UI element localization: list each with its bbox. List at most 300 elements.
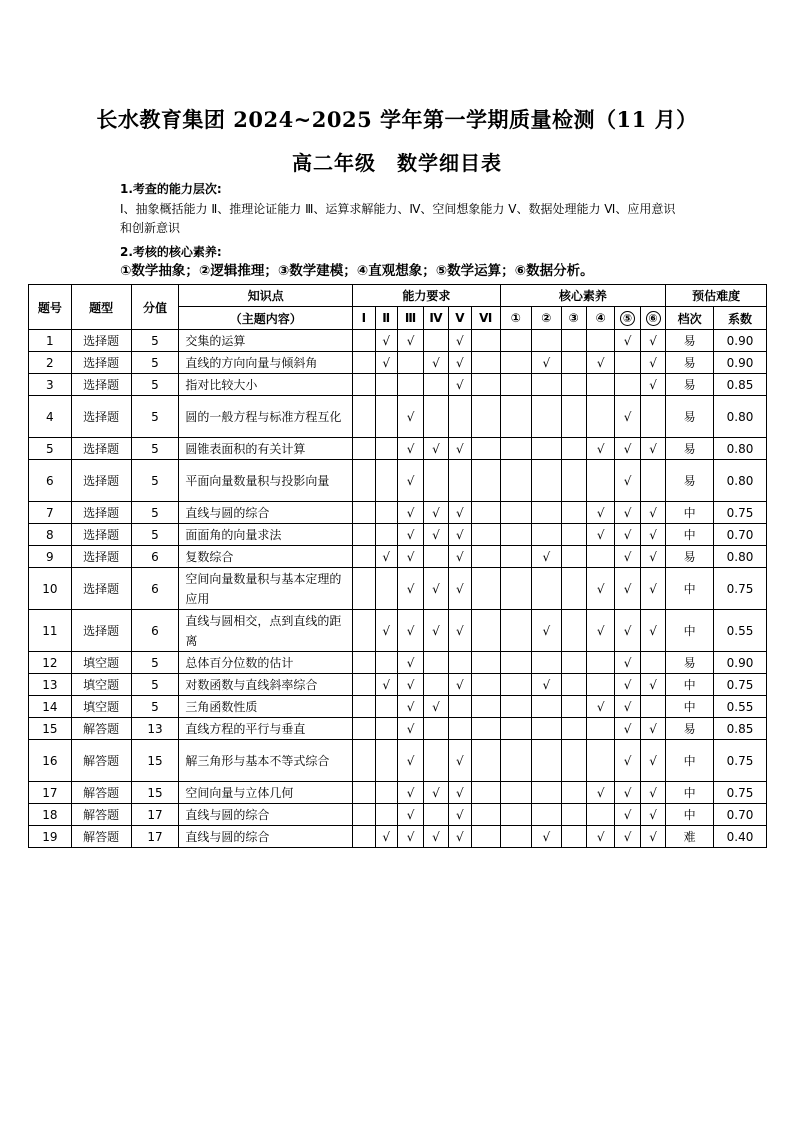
- cell-core: [500, 674, 532, 696]
- cell-level: 中: [666, 568, 714, 610]
- cell-ability: [375, 502, 397, 524]
- cell-core: √: [615, 438, 640, 460]
- cell-ability: [424, 804, 448, 826]
- cell-core: [532, 330, 561, 352]
- cell-ability: √: [397, 826, 423, 848]
- cell-type: 选择题: [71, 610, 131, 652]
- core-col-label: ②: [541, 311, 552, 325]
- cell-ability: [448, 652, 471, 674]
- cell-core: √: [640, 804, 665, 826]
- cell-topic: 指对比较大小: [179, 374, 353, 396]
- cell-ability: [472, 718, 501, 740]
- cell-core: [561, 568, 586, 610]
- cell-coef: 0.90: [714, 330, 767, 352]
- cell-core: √: [615, 674, 640, 696]
- header-coef: 系数: [714, 307, 767, 330]
- cell-ability: [353, 438, 375, 460]
- cell-type: 选择题: [71, 438, 131, 460]
- table-row: [29, 524, 767, 546]
- cell-ability: [472, 546, 501, 568]
- cell-score: 17: [131, 804, 179, 826]
- cell-core: √: [640, 330, 665, 352]
- cell-core: [500, 740, 532, 782]
- cell-ability: [353, 696, 375, 718]
- cell-topic: 圆锥表面积的有关计算: [179, 438, 353, 460]
- cell-ability: [375, 568, 397, 610]
- cell-ability: √: [448, 610, 471, 652]
- cell-core: [561, 740, 586, 782]
- cell-topic: 面面角的向量求法: [179, 524, 353, 546]
- cell-level: 中: [666, 674, 714, 696]
- cell-ability: √: [448, 568, 471, 610]
- cell-ability: [424, 396, 448, 438]
- cell-ability: [472, 502, 501, 524]
- cell-ability: [424, 718, 448, 740]
- cell-score: 5: [131, 652, 179, 674]
- cell-ability: [472, 524, 501, 546]
- cell-score: 15: [131, 740, 179, 782]
- cell-core: [561, 782, 586, 804]
- header-difficulty: 预估难度: [666, 285, 767, 307]
- cell-ability: [353, 374, 375, 396]
- cell-ability: [424, 674, 448, 696]
- cell-core: [586, 652, 614, 674]
- cell-ability: [448, 396, 471, 438]
- cell-core: √: [640, 782, 665, 804]
- cell-ability: √: [424, 696, 448, 718]
- cell-type: 解答题: [71, 804, 131, 826]
- table-row: [29, 826, 767, 848]
- cell-score: 5: [131, 524, 179, 546]
- cell-ability: [353, 826, 375, 848]
- cell-core: [500, 826, 532, 848]
- cell-core: [532, 652, 561, 674]
- cell-level: 易: [666, 652, 714, 674]
- cell-core: √: [640, 352, 665, 374]
- header-num: 题号: [29, 285, 72, 330]
- cell-score: 5: [131, 352, 179, 374]
- cell-core: [532, 374, 561, 396]
- cell-coef: 0.85: [714, 374, 767, 396]
- cell-ability: [353, 460, 375, 502]
- cell-ability: √: [397, 568, 423, 610]
- cell-ability: √: [448, 374, 471, 396]
- cell-level: 中: [666, 524, 714, 546]
- cell-ability: [353, 546, 375, 568]
- cell-core: [586, 718, 614, 740]
- cell-ability: [353, 718, 375, 740]
- header-ability: 能力要求: [353, 285, 500, 307]
- cell-type: 选择题: [71, 502, 131, 524]
- cell-type: 选择题: [71, 524, 131, 546]
- cell-num: 6: [29, 460, 72, 502]
- cell-ability: √: [375, 352, 397, 374]
- cell-core: [532, 804, 561, 826]
- cell-coef: 0.55: [714, 696, 767, 718]
- cell-type: 选择题: [71, 352, 131, 374]
- cell-ability: [424, 374, 448, 396]
- cell-core: [532, 740, 561, 782]
- cell-level: 易: [666, 718, 714, 740]
- cell-core: [500, 374, 532, 396]
- core-col-label: ①: [510, 311, 521, 325]
- table-row: [29, 804, 767, 826]
- cell-ability: [472, 696, 501, 718]
- cell-score: 15: [131, 782, 179, 804]
- cell-coef: 0.40: [714, 826, 767, 848]
- detail-table: [28, 284, 767, 848]
- cell-ability: √: [448, 546, 471, 568]
- cell-core: [561, 396, 586, 438]
- table-body: [29, 330, 767, 848]
- cell-ability: [472, 782, 501, 804]
- cell-core: √: [586, 568, 614, 610]
- cell-num: 18: [29, 804, 72, 826]
- cell-core: √: [615, 330, 640, 352]
- cell-ability: [375, 396, 397, 438]
- cell-ability: √: [397, 524, 423, 546]
- cell-coef: 0.80: [714, 460, 767, 502]
- table-row: [29, 610, 767, 652]
- cell-core: [561, 674, 586, 696]
- cell-type: 填空题: [71, 696, 131, 718]
- cell-core: [561, 696, 586, 718]
- cell-ability: √: [397, 782, 423, 804]
- cell-ability: √: [448, 502, 471, 524]
- table-row: [29, 568, 767, 610]
- cell-core: [532, 396, 561, 438]
- cell-topic: 空间向量数量积与基本定理的应用: [179, 568, 353, 610]
- cell-score: 6: [131, 568, 179, 610]
- cell-num: 2: [29, 352, 72, 374]
- cell-core: √: [586, 782, 614, 804]
- cell-core: √: [586, 524, 614, 546]
- cell-num: 14: [29, 696, 72, 718]
- table-row: [29, 374, 767, 396]
- cell-core: [500, 652, 532, 674]
- cell-ability: [397, 352, 423, 374]
- cell-type: 解答题: [71, 740, 131, 782]
- cell-core: [500, 502, 532, 524]
- table-row: [29, 460, 767, 502]
- cell-ability: [353, 652, 375, 674]
- cell-core: √: [532, 826, 561, 848]
- cell-score: 5: [131, 696, 179, 718]
- cell-ability: √: [397, 460, 423, 502]
- cell-num: 9: [29, 546, 72, 568]
- cell-type: 填空题: [71, 674, 131, 696]
- core-col-label: ⑥: [646, 311, 661, 326]
- cell-num: 1: [29, 330, 72, 352]
- document-subtitle: 高二年级 数学细目表: [292, 151, 502, 175]
- cell-ability: [448, 718, 471, 740]
- cell-score: 6: [131, 610, 179, 652]
- cell-ability: √: [397, 674, 423, 696]
- cell-score: 5: [131, 460, 179, 502]
- cell-core: [561, 718, 586, 740]
- table-row: [29, 696, 767, 718]
- cell-ability: [375, 652, 397, 674]
- cell-core: √: [615, 568, 640, 610]
- core-heading: 2.考核的核心素养:: [120, 245, 222, 259]
- cell-ability: √: [397, 438, 423, 460]
- core-col-label: ⑤: [620, 311, 635, 326]
- cell-ability: [375, 740, 397, 782]
- cell-level: 中: [666, 740, 714, 782]
- cell-coef: 0.75: [714, 740, 767, 782]
- cell-ability: [375, 718, 397, 740]
- cell-score: 17: [131, 826, 179, 848]
- cell-core: [640, 396, 665, 438]
- cell-core: √: [586, 610, 614, 652]
- cell-core: √: [586, 352, 614, 374]
- cell-core: [640, 652, 665, 674]
- cell-ability: [424, 330, 448, 352]
- cell-ability: [353, 396, 375, 438]
- cell-core: √: [615, 696, 640, 718]
- cell-ability: [424, 652, 448, 674]
- cell-topic: 直线方程的平行与垂直: [179, 718, 353, 740]
- cell-core: [500, 524, 532, 546]
- cell-ability: [353, 524, 375, 546]
- cell-core: [640, 460, 665, 502]
- cell-core: [500, 460, 532, 502]
- cell-num: 8: [29, 524, 72, 546]
- cell-core: [586, 374, 614, 396]
- cell-core: √: [586, 696, 614, 718]
- cell-ability: √: [397, 696, 423, 718]
- header-core-col: [561, 307, 586, 330]
- cell-type: 填空题: [71, 652, 131, 674]
- cell-ability: [353, 782, 375, 804]
- cell-type: 选择题: [71, 568, 131, 610]
- cell-num: 10: [29, 568, 72, 610]
- cell-core: √: [615, 524, 640, 546]
- cell-ability: [397, 374, 423, 396]
- cell-core: [561, 374, 586, 396]
- cell-coef: 0.90: [714, 652, 767, 674]
- cell-type: 选择题: [71, 546, 131, 568]
- cell-level: 中: [666, 696, 714, 718]
- cell-topic: 直线与圆的综合: [179, 502, 353, 524]
- cell-core: [532, 438, 561, 460]
- cell-core: √: [640, 674, 665, 696]
- cell-ability: √: [397, 652, 423, 674]
- cell-core: √: [640, 718, 665, 740]
- cell-ability: √: [397, 718, 423, 740]
- cell-ability: √: [375, 674, 397, 696]
- cell-core: √: [586, 826, 614, 848]
- cell-core: [532, 502, 561, 524]
- cell-topic: 交集的运算: [179, 330, 353, 352]
- cell-ability: [472, 804, 501, 826]
- cell-ability: √: [424, 568, 448, 610]
- cell-core: [500, 438, 532, 460]
- cell-core: [586, 804, 614, 826]
- cell-topic: 对数函数与直线斜率综合: [179, 674, 353, 696]
- cell-core: [561, 330, 586, 352]
- cell-core: √: [532, 546, 561, 568]
- cell-coef: 0.80: [714, 438, 767, 460]
- header-ability-col: Ⅱ: [375, 307, 397, 330]
- cell-core: [586, 396, 614, 438]
- cell-core: √: [615, 610, 640, 652]
- cell-ability: √: [397, 546, 423, 568]
- cell-core: [586, 546, 614, 568]
- cell-core: [615, 374, 640, 396]
- cell-coef: 0.75: [714, 568, 767, 610]
- table-row: [29, 674, 767, 696]
- cell-ability: √: [424, 826, 448, 848]
- cell-ability: √: [397, 330, 423, 352]
- cell-ability: [472, 352, 501, 374]
- cell-topic: 平面向量数量积与投影向量: [179, 460, 353, 502]
- cell-coef: 0.70: [714, 804, 767, 826]
- cell-ability: [375, 804, 397, 826]
- cell-score: 6: [131, 546, 179, 568]
- cell-ability: [353, 330, 375, 352]
- cell-ability: [353, 674, 375, 696]
- cell-type: 选择题: [71, 460, 131, 502]
- cell-topic: 复数综合: [179, 546, 353, 568]
- cell-core: [532, 460, 561, 502]
- cell-type: 选择题: [71, 330, 131, 352]
- cell-core: [640, 696, 665, 718]
- cell-ability: [353, 610, 375, 652]
- cell-core: [500, 546, 532, 568]
- cell-ability: [472, 568, 501, 610]
- cell-ability: [448, 460, 471, 502]
- cell-core: [561, 610, 586, 652]
- cell-ability: √: [448, 782, 471, 804]
- cell-core: √: [586, 438, 614, 460]
- cell-ability: √: [397, 740, 423, 782]
- cell-ability: √: [375, 546, 397, 568]
- cell-topic: 空间向量与立体几何: [179, 782, 353, 804]
- cell-ability: √: [397, 396, 423, 438]
- cell-coef: 0.70: [714, 524, 767, 546]
- table-row: [29, 352, 767, 374]
- header-ability-col: Ⅰ: [353, 307, 375, 330]
- cell-core: [500, 352, 532, 374]
- cell-ability: √: [375, 826, 397, 848]
- cell-core: [561, 524, 586, 546]
- cell-ability: √: [448, 524, 471, 546]
- cell-core: √: [615, 718, 640, 740]
- cell-num: 16: [29, 740, 72, 782]
- cell-core: [561, 826, 586, 848]
- cell-core: √: [615, 804, 640, 826]
- cell-ability: [472, 374, 501, 396]
- cell-core: [532, 718, 561, 740]
- cell-level: 易: [666, 438, 714, 460]
- cell-core: √: [532, 674, 561, 696]
- cell-coef: 0.85: [714, 718, 767, 740]
- cell-ability: [424, 546, 448, 568]
- cell-topic: 直线与圆的综合: [179, 804, 353, 826]
- cell-core: [561, 352, 586, 374]
- cell-num: 19: [29, 826, 72, 848]
- ability-text: Ⅰ、抽象概括能力 Ⅱ、推理论证能力 Ⅲ、运算求解能力、Ⅳ、空间想象能力 Ⅴ、数据处理能力 Ⅵ、应用意识和创新意识: [120, 202, 676, 235]
- cell-core: √: [640, 502, 665, 524]
- cell-coef: 0.75: [714, 674, 767, 696]
- cell-core: √: [640, 374, 665, 396]
- cell-ability: [472, 610, 501, 652]
- cell-ability: [424, 740, 448, 782]
- cell-level: 易: [666, 330, 714, 352]
- cell-core: [532, 696, 561, 718]
- cell-score: 5: [131, 396, 179, 438]
- cell-core: [586, 330, 614, 352]
- cell-coef: 0.90: [714, 352, 767, 374]
- header-ability-col: Ⅵ: [472, 307, 501, 330]
- table-row: [29, 782, 767, 804]
- cell-type: 解答题: [71, 718, 131, 740]
- table-row: [29, 502, 767, 524]
- cell-ability: [353, 352, 375, 374]
- cell-ability: [472, 460, 501, 502]
- cell-core: [532, 782, 561, 804]
- cell-core: [561, 804, 586, 826]
- cell-level: 中: [666, 782, 714, 804]
- header-knowledge: 知识点: [179, 285, 353, 307]
- cell-score: 5: [131, 330, 179, 352]
- cell-score: 5: [131, 438, 179, 460]
- cell-core: [561, 460, 586, 502]
- cell-core: √: [586, 502, 614, 524]
- cell-num: 15: [29, 718, 72, 740]
- cell-core: [586, 740, 614, 782]
- table-row: [29, 438, 767, 460]
- cell-core: √: [615, 502, 640, 524]
- cell-level: 中: [666, 502, 714, 524]
- cell-ability: [472, 826, 501, 848]
- cell-type: 选择题: [71, 396, 131, 438]
- cell-score: 5: [131, 502, 179, 524]
- table-row: [29, 546, 767, 568]
- header-knowledge-sub: （主题内容）: [179, 307, 353, 330]
- cell-coef: 0.75: [714, 782, 767, 804]
- header-core-col: [500, 307, 532, 330]
- cell-core: [500, 804, 532, 826]
- cell-ability: √: [375, 610, 397, 652]
- cell-ability: √: [448, 330, 471, 352]
- header-core-col: [640, 307, 665, 330]
- cell-core: [561, 438, 586, 460]
- cell-ability: [472, 674, 501, 696]
- cell-ability: √: [397, 610, 423, 652]
- cell-core: [532, 568, 561, 610]
- cell-core: [500, 610, 532, 652]
- cell-ability: [375, 524, 397, 546]
- cell-core: √: [640, 524, 665, 546]
- cell-core: √: [615, 740, 640, 782]
- cell-core: √: [615, 782, 640, 804]
- cell-ability: √: [397, 502, 423, 524]
- header-core: 核心素养: [500, 285, 666, 307]
- cell-num: 17: [29, 782, 72, 804]
- cell-num: 11: [29, 610, 72, 652]
- cell-core: √: [640, 610, 665, 652]
- cell-level: 中: [666, 804, 714, 826]
- cell-ability: √: [448, 352, 471, 374]
- table-row: [29, 396, 767, 438]
- cell-ability: √: [424, 438, 448, 460]
- cell-ability: [375, 460, 397, 502]
- cell-ability: [472, 330, 501, 352]
- cell-core: √: [615, 460, 640, 502]
- header-core-col: [586, 307, 614, 330]
